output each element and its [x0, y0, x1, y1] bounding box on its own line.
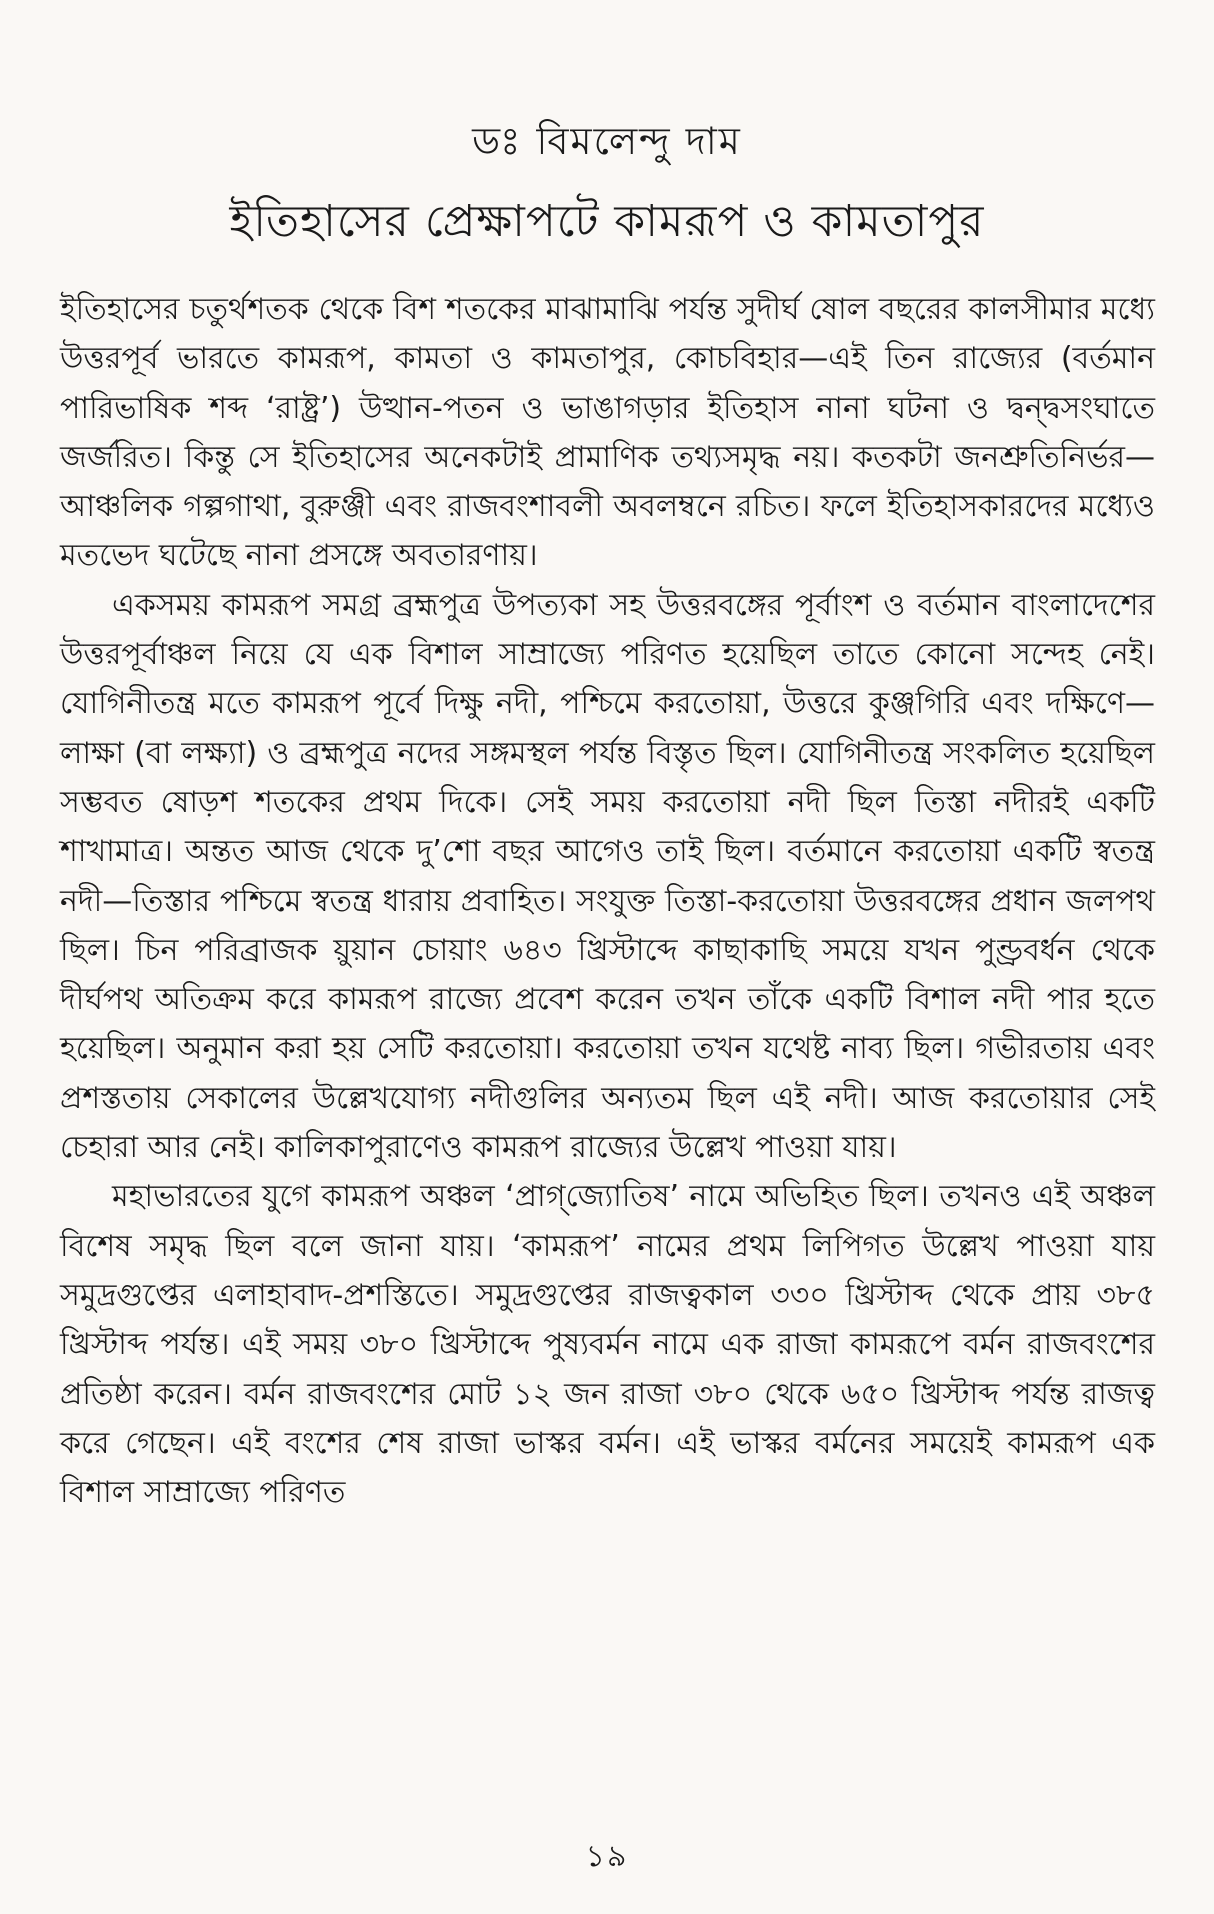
author-name: ডঃ বিমলেন্দু দাম — [472, 119, 742, 163]
page-number: ১৯ — [585, 1839, 629, 1874]
chapter-title: ইতিহাসের প্রেক্ষাপটে কামরূপ ও কামতাপুর — [229, 196, 985, 247]
paragraph-1: ইতিহাসের চতুর্থশতক থেকে বিশ শতকের মাঝামাঝি পর্যন্ত সুদীর্ঘ ষোল বছরের কালসীমার মধ্যে উত্তরপূর্ব ভারতে কামরূপ, কামতা ও কামতাপুর, কোচবিহার—এই তিন রাজ্যের (বর্তমান পারিভাষিক শব্দ ‘রাষ্ট্র’) উত্থান-পতন ও ভাঙাগড়ার ইতিহাস নানা ঘটনা ও দ্বন্দ্বসংঘাতে জর্জরিত। কিন্তু সে ইতিহাসের অনেকটাই প্রামাণিক তথ্যসমৃদ্ধ নয়। কতকটা জনশ্রুতিনির্ভর—আঞ্চলিক গল্পগাথা, বুরুঞ্জী এবং রাজবংশাবলী অবলম্বনে রচিত। ফলে ইতিহাসকারদের মধ্যেও মতভেদ ঘটেছে নানা প্রসঙ্গে অবতারণায়। — [60, 292, 1155, 574]
paragraph-3: মহাভারতের যুগে কামরূপ অঞ্চল ‘প্রাগ্‌জ্যোতিষ’ নামে অভিহিত ছিল। তখনও এই অঞ্চল বিশেষ সমৃদ্ধ ছিল বলে জানা যায়। ‘কামরূপ’ নামের প্রথম লিপিগত উল্লেখ পাওয়া যায় সমুদ্রগুপ্তের এলাহাবাদ-প্রশস্তিতে। সমুদ্রগুপ্তের রাজত্বকাল ৩৩০ খ্রিস্টাব্দ থেকে প্রায় ৩৮৫ খ্রিস্টাব্দ পর্যন্ত। এই সময় ৩৮০ খ্রিস্টাব্দে পুষ্যবর্মন নামে এক রাজা কামরূপে বর্মন রাজবংশের প্রতিষ্ঠা করেন। বর্মন রাজবংশের মোট ১২ জন রাজা ৩৮০ থেকে ৬৫০ খ্রিস্টাব্দ পর্যন্ত রাজত্ব করে গেছেন। এই বংশের শেষ রাজা ভাস্কর বর্মন। এই ভাস্কর বর্মনের সময়েই কামরূপ এক বিশাল সাম্রাজ্যে পরিণত — [60, 1179, 1155, 1511]
paragraph-2: একসময় কামরূপ সমগ্র ব্রহ্মপুত্র উপত্যকা সহ উত্তরবঙ্গের পূর্বাংশ ও বর্তমান বাংলাদেশের উত্তরপূর্বাঞ্চল নিয়ে যে এক বিশাল সাম্রাজ্যে পরিণত হয়েছিল তাতে কোনো সন্দেহ নেই। যোগিনীতন্ত্র মতে কামরূপ পূর্বে দিক্ষু নদী, পশ্চিমে করতোয়া, উত্তরে কুঞ্জগিরি এবং দক্ষিণে—লাক্ষা (বা লক্ষ্যা) ও ব্রহ্মপুত্র নদের সঙ্গমস্থল পর্যন্ত বিস্তৃত ছিল। যোগিনীতন্ত্র সংকলিত হয়েছিল সম্ভবত ষোড়শ শতকের প্রথম দিকে। সেই সময় করতোয়া নদী ছিল তিস্তা নদীরই একটি শাখামাত্র। অন্তত আজ থেকে দু’শো বছর আগেও তাই ছিল। বর্তমানে করতোয়া একটি স্বতন্ত্র নদী—তিস্তার পশ্চিমে স্বতন্ত্র ধারায় প্রবাহিত। সংযুক্ত তিস্তা-করতোয়া উত্তরবঙ্গের প্রধান জলপথ ছিল। চিন পরিব্রাজক য়ুয়ান চোয়াং ৬৪৩ খ্রিস্টাব্দে কাছাকাছি সময়ে যখন পুণ্ড্রবর্ধন থেকে দীর্ঘপথ অতিক্রম করে কামরূপ রাজ্যে প্রবেশ করেন তখন তাঁকে একটি বিশাল নদী পার হতে হয়েছিল। অনুমান করা হয় সেটি করতোয়া। করতোয়া তখন যথেষ্ট নাব্য ছিল। গভীরতায় এবং প্রশস্ততায় সেকালের উল্লেখযোগ্য নদীগুলির অন্যতম ছিল এই নদী। আজ করতোয়ার সেই চেহারা আর নেই। কালিকাপুরাণেও কামরূপ রাজ্যের উল্লেখ পাওয়া যায়। — [60, 587, 1155, 1166]
chapter-body — [60, 285, 1155, 1517]
